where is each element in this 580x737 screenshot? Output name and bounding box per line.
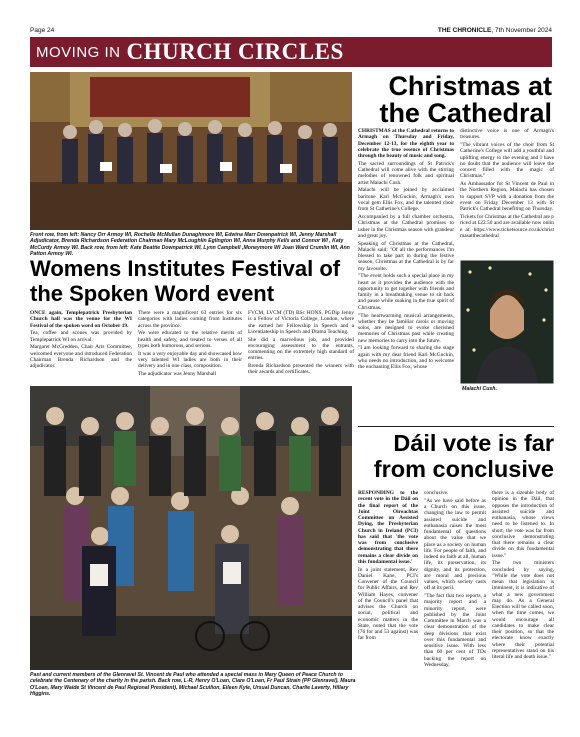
christmas-headline-line2: the Cathedral xyxy=(379,98,552,128)
wi-paragraph: Margaret McGredden, Chair Arts Committee, welcomed everyone and introduced Federation Chairman Brenda Richardson and the adjudicator. xyxy=(30,344,132,370)
dail-paragraph: conclusive. xyxy=(424,490,449,496)
wi-paragraph: The adjudicator was Jenny Marshall xyxy=(138,371,217,378)
banner-prefix: MOVING IN xyxy=(36,43,121,61)
wi-photo-caption: Front row, from left: Nancy Orr Armoy WI, Rochelle McMullan Dunaghmore WI, Edwina Marr Downpatrick WI, Jenny Marshall Adjudicator, Brenda Richardson Federation Chairman Mary McLoughlin Eglington WI, Anna Murphy Kells and Connor WI , Katy McCurdy Armoy WI. Back row, from left: Kate Beattie Downpatrick WI, Lynn Campbell ,Moneymore WI Joan Ward Crumlin WI, Ann Patton Armoy WI. xyxy=(30,232,350,258)
christmas-paragraph: Malachi will be joined by acclaimed baritone Karl McGuckin, Armagh's own vocal gem Ellis Fox, and the talented choir from St Catherine's College. xyxy=(358,187,454,213)
wi-paragraph: It was a very enjoyable day and showcased how very talented WI ladies are both in their delivery and in one class, composition. xyxy=(138,350,242,370)
svp-photo-caption: Past and current members of the Glenravel St. Vincent de Paul who attended a special mass in Mary Queen of Peace Church to celebrate the Centenary of the charity in the parish. Back row, L-R, Henry O'Loan, Clare O'Loan, Fr Paul Strain (PP Glenravel), Maura O'Loan, Mary Waide St Vincent de Paul Regional President), Michael Scullion, Eileen Kyle, Ursual Duncan, Charlie Laverty, Hillary Higgins. xyxy=(30,672,356,698)
page-folio xyxy=(30,24,552,36)
wi-column-1 xyxy=(30,310,132,382)
wi-paragraph: FVCM, LVCM (TD) BSc HONS, PGDip Jenny is a Fellow of Victoria College, London, where she earned her Fellowship in Speech and a Licentiateship in Speech and Drama Teaching. xyxy=(248,310,354,335)
wi-paragraph: Brenda Richardson presented the winners with their awards and certificates. xyxy=(248,363,354,376)
wi-column-3 xyxy=(248,310,354,382)
dail-headline: Dáil vote is far from conclusive xyxy=(373,430,554,482)
christmas-column-2 xyxy=(460,128,554,256)
christmas-paragraph: "The vibrant voices of the choir from St Catherine's College will add a youthful and uplifting energy to the evening and I have no doubt that the audience will leave the concert filled with the magic of Christmas." xyxy=(460,142,554,180)
svp-group-photo xyxy=(30,386,352,670)
dail-paragraph: "The fact that two reports, a majority report and a minority report, were published by the Joint Committee in March was a clear demonstration of the deep divisions that exist over this fundamental and sensitive issue. With less than 60 per cent of TDs backing the report on Wednesday, xyxy=(424,593,486,668)
christmas-headline-line1: Christmas at xyxy=(388,71,552,101)
christmas-column-1 xyxy=(358,128,454,420)
wi-headline: Womens Institutes Festival of the Spoken Word event xyxy=(30,256,341,306)
wi-paragraph: There were a magnificent 63 entries for six categories with ladies coming from Institutes across the province. xyxy=(138,310,242,329)
wi-paragraph: We were educated to the relative merits of health and safety, and treated to verses of all types both humorous, and serious. xyxy=(138,330,242,349)
banner-title: CHURCH CIRCLES xyxy=(126,39,344,64)
christmas-paragraph: distinctive voice is one of Armagh's treasures. xyxy=(460,128,554,141)
issue-date: , 7th November 2024 xyxy=(491,26,552,34)
dail-column-2 xyxy=(424,490,486,726)
section-divider xyxy=(358,426,554,427)
dail-paragraph: there is a sizeable body of opinion in the Dáil, that opposes the introduction of assisted suicide and euthanasia, whose views need to be listened to. In short, the vote was far from conclusive demonstrating that there remains a clear divide on this fundamental issue." xyxy=(492,490,554,559)
christmas-paragraph: "The event holds such a special place in my heart as it provides the audience with the opportunity to get together with friends and family in a breathtaking venue to sit back and pause while soaking in the true spirit of Christmas. xyxy=(358,273,454,311)
dail-paragraph: RESPONDING to the recent vote in the Dáil on the final report of the Joint Oireachtas Committee on Assisted Dying, the Presbyterian Church in Ireland (PCI) has said that 'the vote was from conclusive demonstrating that there remains a clear divide on this fundamental issue.' xyxy=(358,490,418,565)
christmas-paragraph: Speaking of Christmas at the Cathedral, Malachi said: "Of all the performances I'm blessed to take part in during the festive season, Christmas at the Cathedral is by far my favourite. xyxy=(358,240,454,272)
dail-paragraph: The two ministers concluded by saying, "While the vote does not mean that legislation is imminent, it is indicative of what a new government may do. As a General Election will be called soon, when the time comes, we would encourage all candidates to make clear their position, so that the electorate know exactly where their potential representatives stand on his literal life and death issue." xyxy=(492,560,554,661)
christmas-paragraph: CHRISTMAS at the Cathedral returns to Armagh on Thursday and Friday, December 12-13, for the eighth year to celebrate the true essence of Christmas through the beauty of music and song. xyxy=(358,128,454,159)
christmas-paragraph: "The heartwarming musical arrangements, whether they be familiar carols or moving solos, are designed to evoke cherished memories of Christmas past while creating new memories to carry into the future. xyxy=(358,312,454,344)
christmas-paragraph: As Ambassador for St Vincent de Paul in the Northern Region, Malachi has chosen to support SVP with a donation from the event on Friday December 13 with St Patrick's Cathedral benefiting on Thursday. xyxy=(460,181,554,213)
page-number: Page 24 xyxy=(30,26,55,34)
dail-column-1 xyxy=(358,490,418,726)
dail-paragraph: In a joint statement, Rev Daniel Kane, PCI's Convener of the Council for Public Affairs, and Rev William Hayes, convener of the Council's panel that advises the Church on social, political and economic matters in the State, noted that the vote (76 for and 53 against) was far from xyxy=(358,566,418,642)
christmas-paragraph: The sacred surroundings of St Patrick's Cathedral will come alive with the stirring melodies of renowned folk and spiritual artist Malachi Cush. xyxy=(358,160,454,186)
christmas-paragraph: Accompanied by a full chamber orchestra, Christmas at the Cathedral promises to usher in the Christmas season with grandeur and great joy. xyxy=(358,214,454,239)
wi-group-photo xyxy=(30,72,352,230)
wi-paragraph: Tea, coffee and scones was provided by Templepatrick WI on arrival. xyxy=(30,330,132,343)
christmas-paragraph: Tickets for Christmas at the Cathedral are priced at £22.50 and are available now online at: https://www.ticketsource.co.uk/christmasatthecathedral xyxy=(460,214,554,239)
malachi-cush-portrait xyxy=(460,260,554,384)
dail-column-3 xyxy=(492,490,554,726)
section-banner xyxy=(30,37,552,67)
paper-name: THE CHRONICLE xyxy=(437,26,492,34)
wi-paragraph: ONCE again, Templepatrick Presbyterian Church hall was the venue for the WI Festival of the spoken word on October 19. xyxy=(30,310,132,329)
paper-date xyxy=(438,27,552,34)
dail-paragraph: "As we have said before as a Church on this issue, changing the law to permit assisted suicide and euthanasia raises the most fundamental of questions about the value that we place as a society on human life. For people of faith, and indeed no faith at all, human life, its preservation, its dignity, and its protection, are moral and precious values, which society casts off at its peril. xyxy=(424,497,486,592)
portrait-caption: Malachi Cush. xyxy=(462,386,497,392)
christmas-paragraph: "I am looking forward to sharing the stage again with my dear friend Karl McGuckin, who needs no introduction, and to welcome the enchanting Ellis Fox, whose xyxy=(358,345,454,371)
wi-column-2 xyxy=(138,310,242,382)
wi-paragraph: She did a marvellous job, and provided encouraging assessment to the entrants, commenting on the extremely high standard of entries. xyxy=(248,336,354,362)
